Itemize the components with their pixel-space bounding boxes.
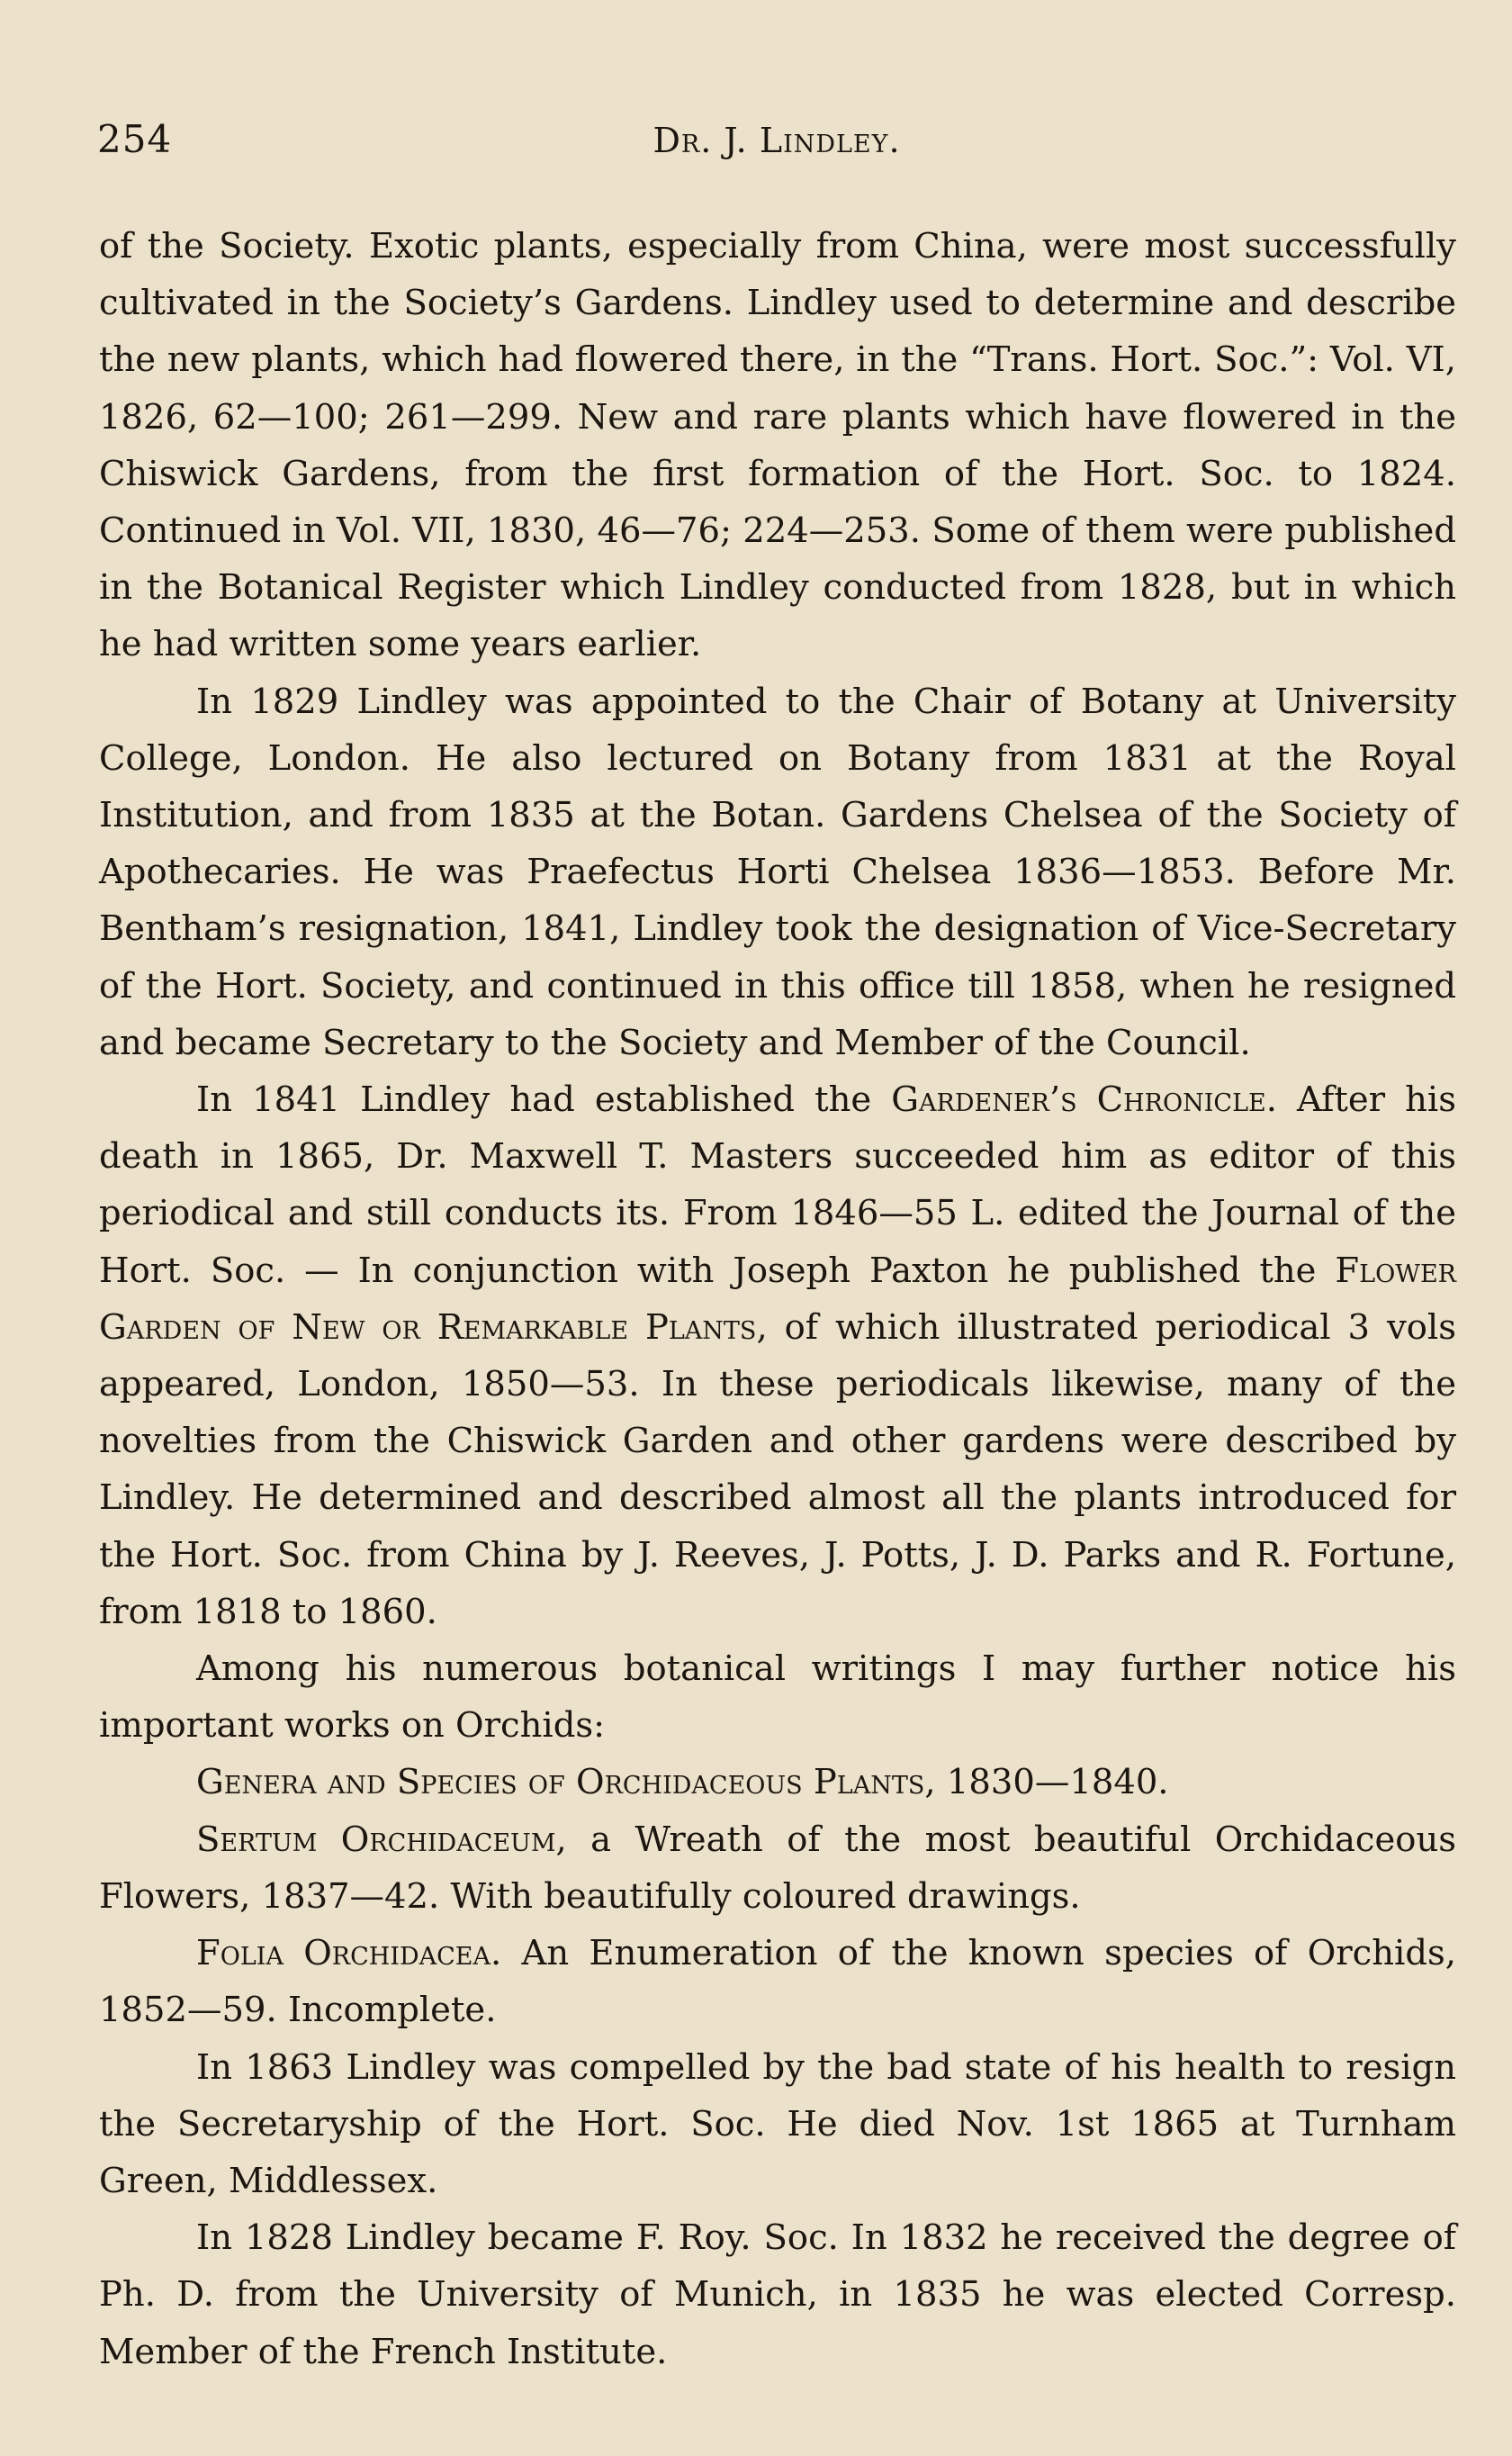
title-smallcaps: Folia Orchidacea bbox=[196, 1933, 490, 1974]
text-segment: In 1828 Lindley became F. Roy. Soc. In 1832 he received the degree of Ph. D. from the University of Munich, in 1835 he was elected Corresp. Member of the French Institute. bbox=[99, 2217, 1456, 2372]
paragraph bbox=[99, 2039, 1456, 2210]
paragraph bbox=[99, 1640, 1456, 1754]
paragraph bbox=[99, 218, 1456, 673]
text-segment: . An Enumeration of the known species of Orchids, 1852—59. Incomplete. bbox=[99, 1933, 1456, 2031]
paragraph bbox=[99, 2209, 1456, 2380]
page-number: 254 bbox=[97, 117, 173, 161]
title-smallcaps: Gardener’s Chronicle bbox=[891, 1079, 1266, 1121]
paragraph bbox=[99, 1071, 1456, 1640]
running-head: Dr. J. Lindley. bbox=[652, 121, 901, 160]
text-segment: , 1830—1840. bbox=[924, 1762, 1169, 1803]
text-segment: Among his numerous botanical writings I may further notice his important works on Orchids: bbox=[99, 1648, 1456, 1747]
paragraph bbox=[99, 673, 1456, 1071]
page-header bbox=[97, 117, 1456, 180]
text-segment: , a Wreath of the most beautiful Orchidaceous Flowers, 1837—42. With beautifully coloured drawings. bbox=[99, 1819, 1457, 1917]
text-segment: of the Society. Exotic plants, especially from China, were most successfully cultivated in the Society’s Gardens. Lindley used to determine and describe the new plants, which had flowered there, in the “Trans. Hort. Soc.”: Vol. VI, 1826, 62—100; 261—299. New and rare plants which have flowered in the Chiswick Gardens, from the first formation of the Hort. Soc. to 1824. Continued in Vol. VII, 1830, 46—76; 224—253. Some of them were published in the Botanical Register which Lindley conducted from 1828, but in which he had written some years earlier. bbox=[99, 226, 1456, 665]
paragraph bbox=[99, 1925, 1456, 2038]
paragraph bbox=[99, 1754, 1456, 1810]
text-segment: In 1829 Lindley was appointed to the Chair of Botany at University College, London. He also lectured on Botany from 1831 at the Royal Institution, and from 1835 at the Botan. Gardens Chelsea of the Society of Apothecaries. He was Praefectus Horti Chelsea 1836—1853. Before Mr. Bentham’s resignation, 1841, Lindley took the designation of Vice-Secretary of the Hort. Society, and continued in this office till 1858, when he resigned and became Secretary to the Society and Member of the Council. bbox=[99, 681, 1456, 1063]
text-segment: , of which illustrated periodical 3 vols appeared, London, 1850—53. In these periodicals likewise, many of the novelties from the Chiswick Garden and other gardens were described by Lindley. He determined and described almost all the plants introduced for the Hort. Soc. from China by J. Reeves, J. Potts, J. D. Parks and R. Fortune, from 1818 to 1860. bbox=[99, 1306, 1456, 1632]
title-smallcaps: Genera and Species of Orchidaceous Plants bbox=[196, 1762, 925, 1803]
paragraph bbox=[99, 1811, 1456, 1925]
text-segment: In 1863 Lindley was compelled by the bad state of his health to resign the Secretaryship of the Hort. Soc. He died Nov. 1st 1865 at Turnham Green, Middlessex. bbox=[99, 2046, 1456, 2201]
text-segment: . After his death in 1865, Dr. Maxwell T. Masters succeeded him as editor of this periodical and still conducts its. From 1846—55 L. edited the Journal of the Hort. Soc. — In conjunction with Joseph Paxton he published the bbox=[99, 1079, 1456, 1291]
title-smallcaps: Sertum Orchidaceum bbox=[196, 1819, 556, 1860]
text-segment: In 1841 Lindley had established the bbox=[196, 1079, 892, 1121]
title-smallcaps: Flower Garden of New or Remarkable Plants bbox=[99, 1250, 1456, 1348]
body-text bbox=[99, 218, 1456, 2380]
